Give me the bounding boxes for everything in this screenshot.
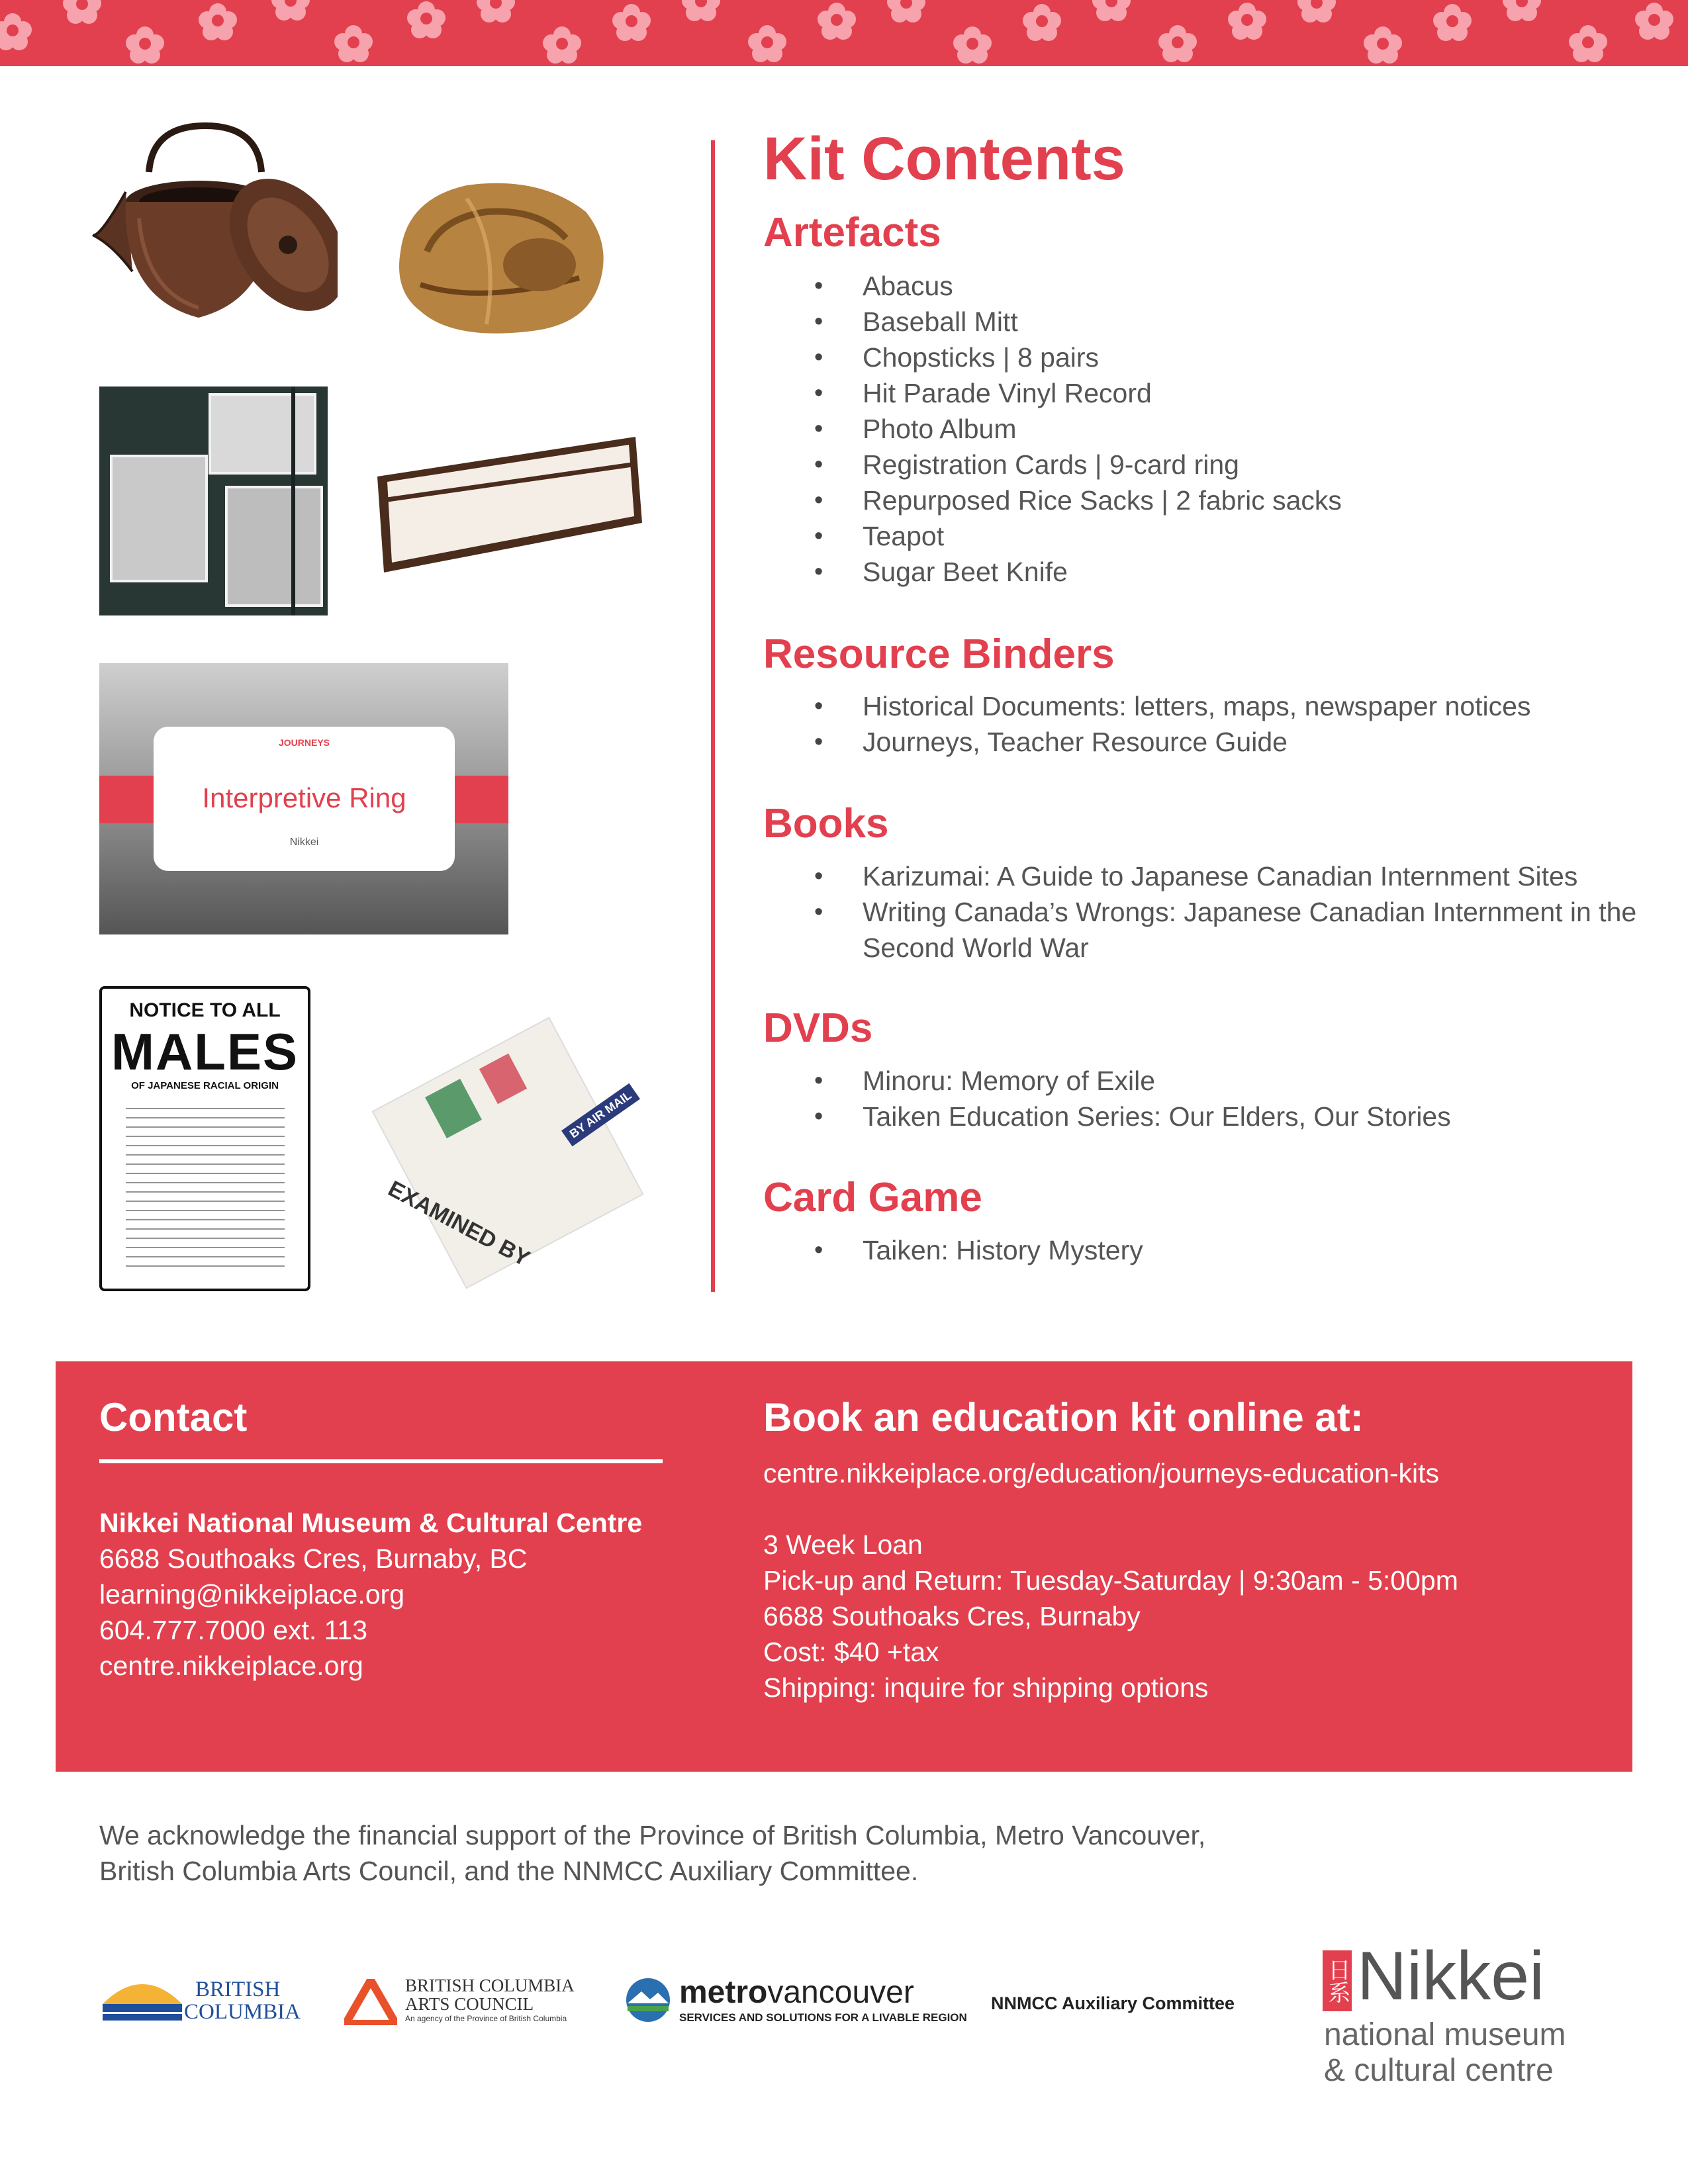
envelope-stamp-text: EXAMINED BY xyxy=(384,1175,534,1272)
section-title-books: Books xyxy=(763,801,889,846)
contact-org: Nikkei National Museum & Cultural Centre xyxy=(99,1508,643,1538)
bc-logo xyxy=(99,1971,305,2030)
abacus-image xyxy=(377,424,642,596)
list-artefacts xyxy=(763,268,1637,590)
bc-logo-line2: COLUMBIA xyxy=(184,2000,301,2024)
list-item: • Sugar Beet Knife xyxy=(763,554,1637,590)
teapot-image xyxy=(86,119,338,324)
bcac-line1: BRITISH COLUMBIA xyxy=(405,1976,575,1995)
metro-vancouver-logo xyxy=(625,1975,967,2028)
booking-address: 6688 Southoaks Cres, Burnaby xyxy=(763,1601,1141,1631)
list-item: • Baseball Mitt xyxy=(763,304,1637,340)
flower-decoration xyxy=(407,1,445,40)
contact-website[interactable]: centre.nikkeiplace.org xyxy=(99,1651,363,1681)
bc-logo-line1: BRITISH xyxy=(195,1978,281,2001)
list-item: • Karizumai: A Guide to Japanese Canadian Internment Sites xyxy=(763,858,1637,894)
envelope-image xyxy=(361,1006,652,1297)
flower-decoration xyxy=(334,25,373,64)
column-divider xyxy=(711,140,715,1292)
flower-decoration xyxy=(1433,4,1472,42)
flower-decoration xyxy=(126,26,164,65)
booking-pickup: Pick-up and Return: Tuesday-Saturday | 9:30am - 5:00pm xyxy=(763,1565,1458,1596)
interpretive-ring-image xyxy=(99,663,508,934)
list-item: • Chopsticks | 8 pairs xyxy=(763,340,1637,375)
flower-decoration xyxy=(1635,3,1673,41)
floral-banner xyxy=(0,0,1688,66)
flower-decoration xyxy=(1297,0,1336,24)
notice-line1: NOTICE TO ALL xyxy=(129,999,281,1021)
nnmcc-logo: NNMCC Auxiliary Committee xyxy=(991,1993,1235,2013)
list-books xyxy=(763,858,1637,966)
page-title: Kit Contents xyxy=(763,125,1125,193)
contact-divider xyxy=(99,1459,663,1463)
nikkei-logo xyxy=(1323,1938,1601,2095)
flower-decoration xyxy=(1364,26,1402,65)
baseball-mitt-image xyxy=(387,172,612,344)
nikkei-line2: & cultural centre xyxy=(1324,2053,1554,2088)
flower-decoration xyxy=(1158,25,1197,64)
flower-decoration xyxy=(818,3,856,41)
list-item: • Teapot xyxy=(763,518,1637,554)
list-item: • Hit Parade Vinyl Record xyxy=(763,375,1637,411)
list-item: • Repurposed Rice Sacks | 2 fabric sacks xyxy=(763,482,1637,518)
flower-decoration xyxy=(1092,0,1131,23)
list-dvds xyxy=(763,1063,1637,1134)
flower-decoration xyxy=(953,26,992,65)
ring-nikkei-logo: Nikkei xyxy=(289,837,319,848)
contact-phone: 604.777.7000 ext. 113 xyxy=(99,1615,368,1645)
acknowledgement-line1: We acknowledge the financial support of the Province of British Columbia, Metro Vancouver, xyxy=(99,1820,1206,1850)
metro-bold: metro xyxy=(679,1975,768,2010)
notice-poster-image xyxy=(99,986,310,1291)
contact-email[interactable]: learning@nikkeiplace.org xyxy=(99,1579,404,1610)
flower-decoration xyxy=(612,4,651,42)
list-item: • Historical Documents: letters, maps, newspaper notices xyxy=(763,688,1637,724)
booking-shipping: Shipping: inquire for shipping options xyxy=(763,1672,1209,1703)
list-item: • Minoru: Memory of Exile xyxy=(763,1063,1637,1099)
section-title-resource-binders: Resource Binders xyxy=(763,631,1115,677)
flower-decoration xyxy=(1503,0,1541,23)
metro-logo-text xyxy=(679,1974,914,2011)
flower-decoration xyxy=(477,0,515,24)
section-title-dvds: DVDs xyxy=(763,1005,873,1051)
list-item: • Writing Canada’s Wrongs: Japanese Canadian Internment in the Second World War xyxy=(763,894,1637,966)
flower-decoration xyxy=(543,26,581,65)
flower-decoration xyxy=(0,13,32,52)
list-item: • Journeys, Teacher Resource Guide xyxy=(763,724,1637,760)
ring-title: Interpretive Ring xyxy=(202,782,406,813)
contact-address: 6688 Southoaks Cres, Burnaby, BC xyxy=(99,1543,528,1574)
list-item: • Taiken: History Mystery xyxy=(763,1232,1637,1268)
flower-decoration xyxy=(1228,3,1266,41)
nikkei-name: Nikkei xyxy=(1357,1938,1545,2015)
photo-album-image xyxy=(99,387,328,615)
list-card-game xyxy=(763,1232,1637,1268)
notice-line3: OF JAPANESE RACIAL ORIGIN xyxy=(131,1080,279,1091)
flower-decoration xyxy=(887,0,925,24)
metro-tagline: SERVICES AND SOLUTIONS FOR A LIVABLE REGION xyxy=(679,2011,967,2024)
bcac-tagline: An agency of the Province of British Columbia xyxy=(405,2014,567,2023)
airmail-label: BY AIR MAIL xyxy=(561,1083,640,1146)
flower-decoration xyxy=(271,0,310,22)
flower-decoration xyxy=(1569,25,1607,64)
list-item: • Registration Cards | 9-card ring xyxy=(763,447,1637,482)
booking-title: Book an education kit online at: xyxy=(763,1395,1364,1439)
section-title-card-game: Card Game xyxy=(763,1175,982,1220)
ring-logo: JOURNEYS xyxy=(278,737,330,748)
bcac-line2: ARTS COUNCIL xyxy=(405,1994,534,2014)
section-title-artefacts: Artefacts xyxy=(763,210,941,255)
list-item: • Abacus xyxy=(763,268,1637,304)
nikkei-kanji-mark: 日系 xyxy=(1323,1950,1352,2011)
contact-title: Contact xyxy=(99,1395,248,1439)
flower-decoration xyxy=(63,0,101,25)
flower-decoration xyxy=(199,3,237,42)
flower-decoration xyxy=(682,0,720,23)
booking-url[interactable]: centre.nikkeiplace.org/education/journeys-education-kits xyxy=(763,1458,1440,1488)
list-item: • Photo Album xyxy=(763,411,1637,447)
metro-light: vancouver xyxy=(767,1975,914,2010)
nikkei-line1: national museum xyxy=(1324,2017,1566,2052)
contact-panel xyxy=(56,1361,1632,1772)
acknowledgement xyxy=(99,1817,1205,1889)
list-item: • Taiken Education Series: Our Elders, Our Stories xyxy=(763,1099,1637,1134)
booking-loan: 3 Week Loan xyxy=(763,1529,923,1560)
bc-arts-council-logo xyxy=(344,1976,596,2028)
flower-decoration xyxy=(748,25,786,64)
booking-cost: Cost: $40 +tax xyxy=(763,1637,939,1667)
flower-decoration xyxy=(1023,4,1061,42)
notice-line2: MALES xyxy=(111,1023,299,1081)
acknowledgement-line2: British Columbia Arts Council, and the NNMCC Auxiliary Committee. xyxy=(99,1856,919,1886)
list-resource-binders xyxy=(763,688,1637,760)
